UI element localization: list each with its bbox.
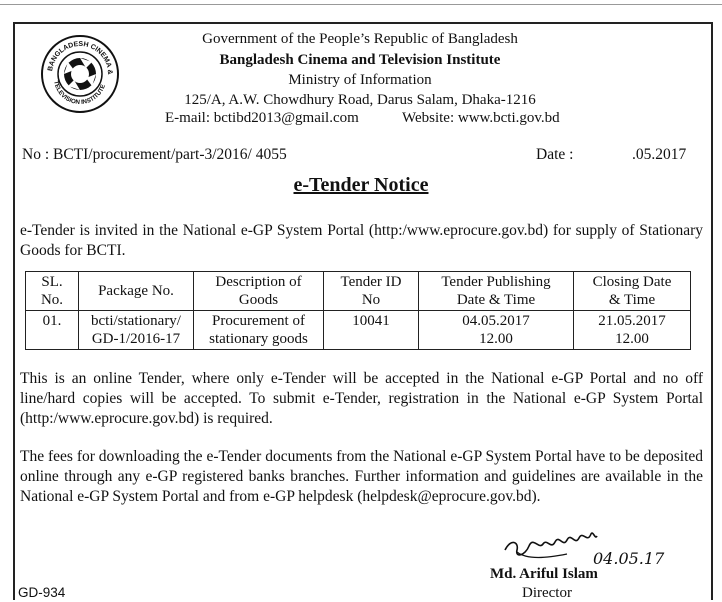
header-publishing: Tender Publishing Date & Time [419,272,574,311]
table-row [26,311,691,350]
cell-publishing: 04.05.2017 12.00 [419,311,574,350]
online-tender-paragraph: This is an online Tender, where only e-Tender will be accepted in the National e-GP Portal and no off line/hard copies will be accepted. To submit e-Tender, registration in the National e-GP System Portal (http:/www.eprocure.gov.bd) is required. [20,370,703,427]
reference-number: No : BCTI/procurement/part-3/2016/ 4055 [22,146,287,163]
fees-paragraph: The fees for downloading the e-Tender documents from the National e-GP System Portal have to be deposited online through any e-GP registered banks branches. Further information and guidelines are available in the National e-GP System Portal and from e-GP helpdesk (helpdesk@eprocure.gov.bd). [20,448,703,505]
cell-sl: 01. [26,311,79,350]
date-label: Date : [536,146,574,163]
header-address: 125/A, A.W. Chowdhury Road, Darus Salam, Dhaka-1216 [184,92,536,108]
header-closing: Closing Date & Time [574,272,691,311]
cell-description: Procurement of stationary goods [194,311,324,350]
signature-date: 04.05.17 [593,549,665,568]
signer-name: Md. Ariful Islam [490,566,598,582]
header-government: Government of the People’s Republic of Bangladesh [202,31,518,47]
intro-paragraph: e-Tender is invited in the National e-GP System Portal (http:/www.eprocure.gov.bd) for supply of Stationary Goods for BCTI. [20,222,703,259]
header-description: Description of Goods [194,272,324,311]
header-tender-id: Tender ID No [324,272,419,311]
notice-title: e-Tender Notice [293,174,429,196]
top-rule [0,4,722,5]
header-sl: SL. No. [26,272,79,311]
cell-tender-id: 10041 [324,311,419,350]
tender-table [25,271,691,350]
header-email: E-mail: bctibd2013@gmail.com [165,110,359,126]
table-header-row [26,272,691,311]
header-ministry: Ministry of Information [288,72,432,88]
cell-closing: 21.05.2017 12.00 [574,311,691,350]
footer-code: GD-934 [18,585,66,600]
logo-text-bottom: TELEVISION INSTITUTE [52,80,107,107]
header-website: Website: www.bcti.gov.bd [402,110,560,126]
header-package: Package No. [79,272,194,311]
institute-logo [40,34,120,114]
date-value: .05.2017 [632,146,687,163]
signer-title: Director [522,585,572,601]
header-institute: Bangladesh Cinema and Television Institute [219,52,501,68]
cell-package: bcti/stationary/ GD-1/2016-17 [79,311,194,350]
logo-text-top: BANGLADESH CINEMA & [47,40,114,75]
